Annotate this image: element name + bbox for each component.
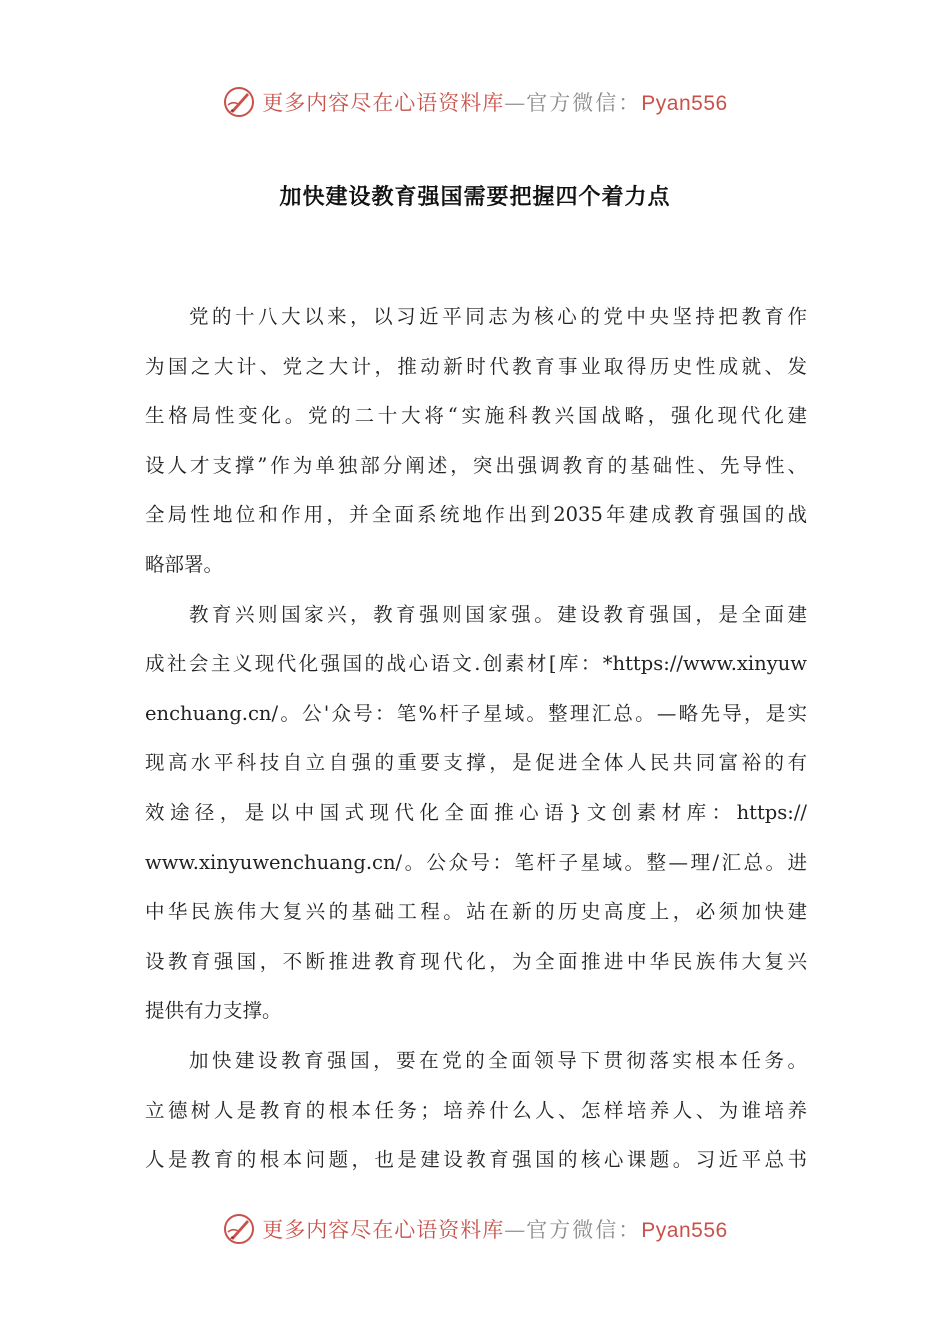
banner-main-text: 更多内容尽在心语资料库 bbox=[262, 91, 505, 115]
body-line: 生格局性变化。党的二十大将“实施科教兴国战略，强化现代化建 bbox=[145, 404, 807, 428]
banner-wechat-id: Pyan556 bbox=[641, 1219, 728, 1242]
body-line: 立德树人是教育的根本任务；培养什么人、怎样培养人、为谁培养 bbox=[145, 1098, 807, 1122]
banner-separator: — bbox=[504, 1218, 527, 1242]
document-body bbox=[145, 292, 807, 1185]
header-banner[interactable] bbox=[0, 82, 950, 122]
body-line: 现高水平科技自立自强的重要支撑，是促进全体人民共同富裕的有 bbox=[145, 751, 807, 775]
body-line: enchuang.cn/。公'众号：笔%杆子星域。整理汇总。—略先导，是实 bbox=[145, 701, 807, 725]
body-line: 中华民族伟大复兴的基础工程。站在新的历史高度上，必须加快建 bbox=[145, 900, 807, 924]
quill-logo-icon bbox=[222, 85, 256, 119]
banner-wechat-label: 官方微信： bbox=[526, 91, 642, 115]
body-line: 成社会主义现代化强国的战心语文.创素材[库：*https://www.xinyuw bbox=[145, 652, 807, 676]
body-line: www.xinyuwenchuang.cn/。公众号：笔杆子星域。整—理/汇总。进 bbox=[145, 850, 807, 874]
footer-banner-text bbox=[262, 1214, 727, 1244]
body-line: 加快建设教育强国，要在党的全面领导下贯彻落实根本任务。 bbox=[189, 1048, 807, 1072]
quill-logo-icon bbox=[222, 1212, 256, 1246]
body-line: 设教育强国，不断推进教育现代化，为全面推进中华民族伟大复兴 bbox=[145, 949, 807, 973]
body-line: 设人才支撑”作为单独部分阐述，突出强调教育的基础性、先导性、 bbox=[145, 453, 807, 477]
body-line: 教育兴则国家兴，教育强则国家强。建设教育强国，是全面建 bbox=[189, 602, 807, 626]
body-line: 为国之大计、党之大计，推动新时代教育事业取得历史性成就、发 bbox=[145, 354, 807, 378]
body-line: 党的十八大以来，以习近平同志为核心的党中央坚持把教育作 bbox=[189, 305, 807, 328]
body-line: 人是教育的根本问题，也是建设教育强国的核心课题。习近平总书 bbox=[145, 1148, 807, 1172]
banner-wechat-label: 官方微信： bbox=[526, 1218, 642, 1242]
body-line: 提供有力支撑。 bbox=[145, 999, 282, 1023]
footer-banner[interactable] bbox=[0, 1209, 950, 1249]
banner-separator: — bbox=[504, 91, 527, 115]
body-line: 效途径，是以中国式现代化全面推心语}文创素材库：https:// bbox=[145, 800, 807, 824]
banner-main-text: 更多内容尽在心语资料库 bbox=[262, 1218, 505, 1242]
body-line: 略部署。 bbox=[145, 552, 224, 576]
header-banner-text bbox=[262, 87, 727, 117]
document-title: 加快建设教育强国需要把握四个着力点 bbox=[279, 184, 671, 210]
banner-wechat-id: Pyan556 bbox=[641, 92, 728, 115]
body-line: 全局性地位和作用，并全面系统地作出到2035年建成教育强国的战 bbox=[145, 503, 807, 527]
